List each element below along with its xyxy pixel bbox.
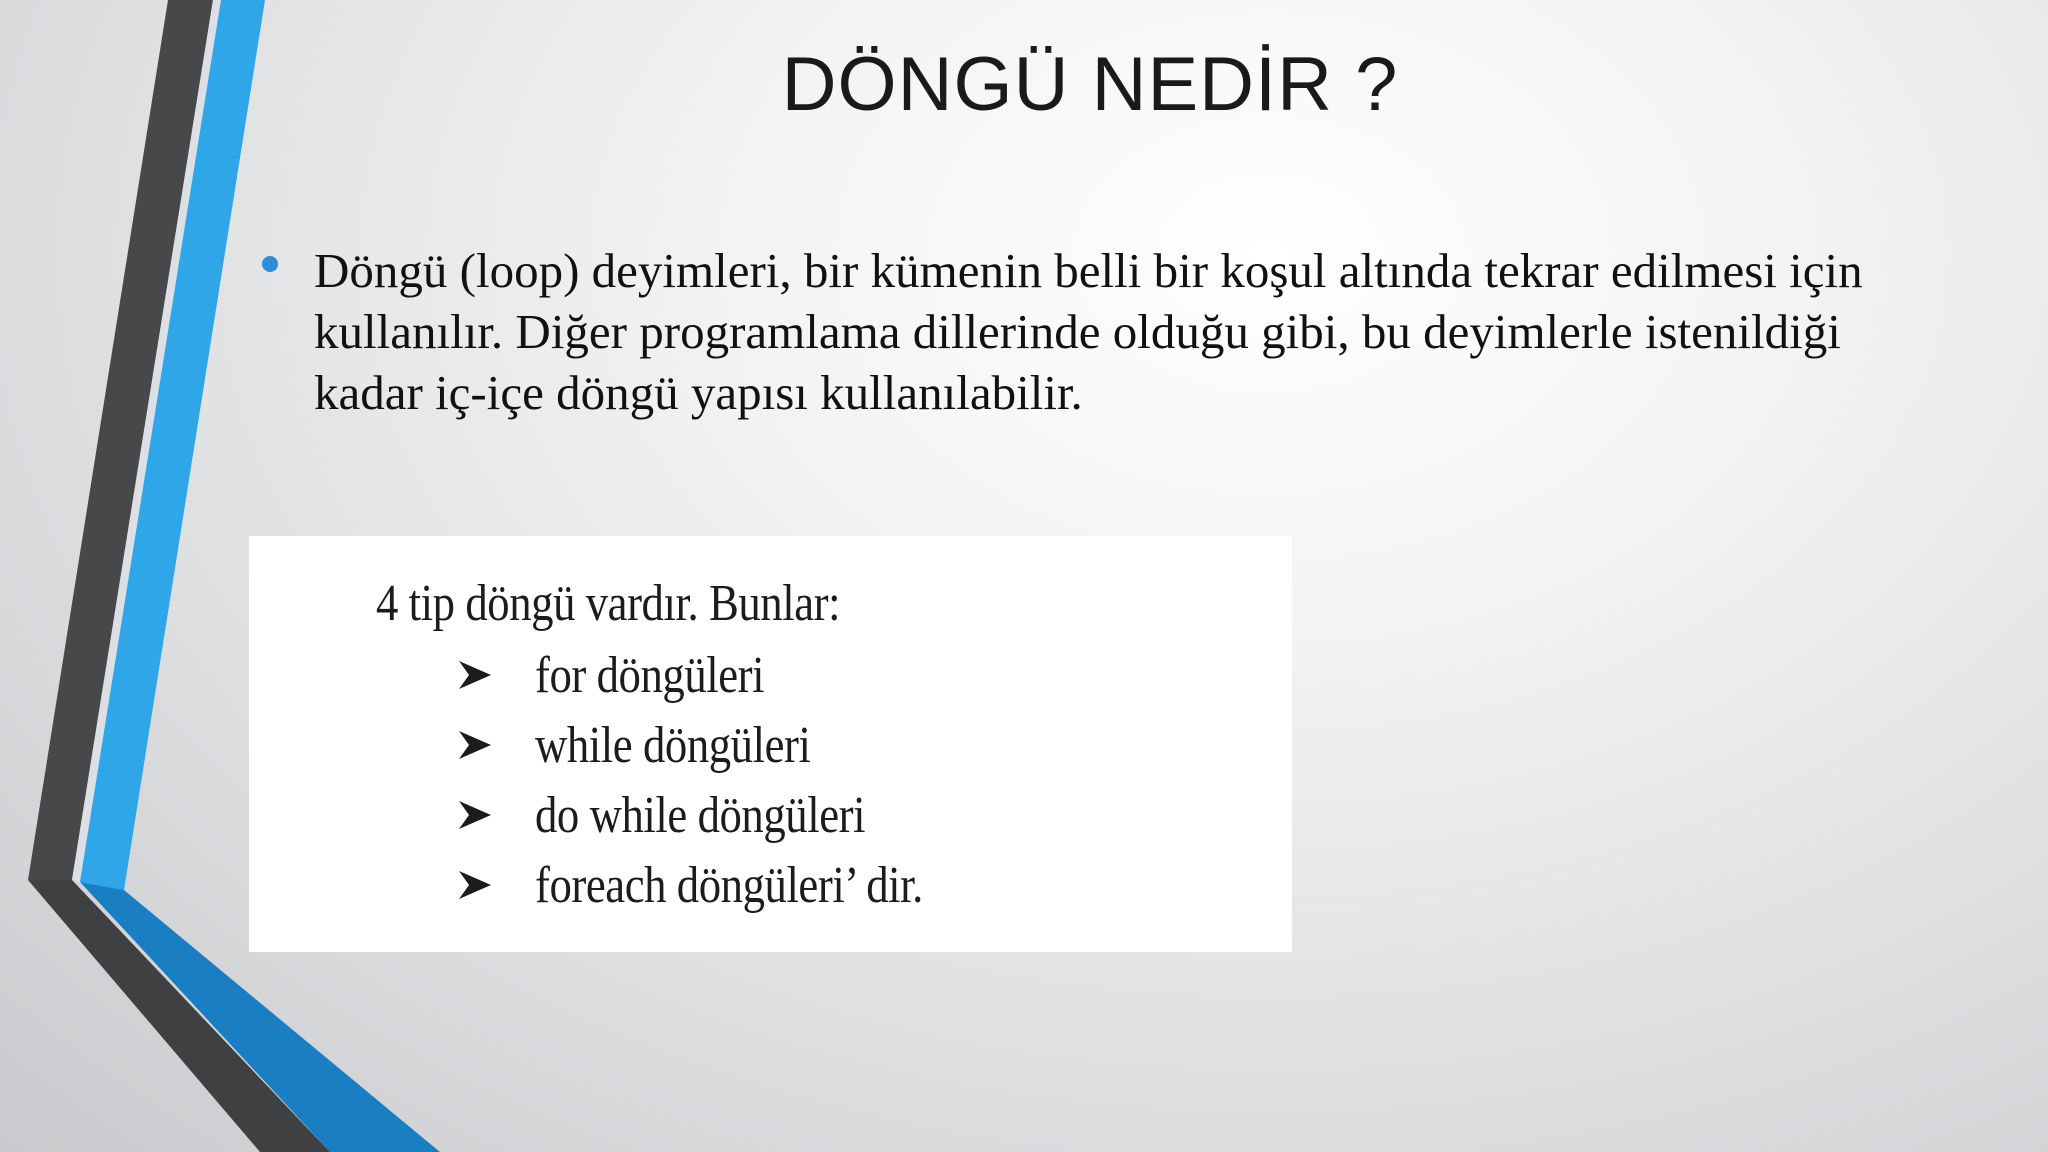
list-item: [455, 640, 986, 710]
list-item-label: do while döngüleri: [535, 786, 866, 844]
arrow-bullet-icon: [455, 725, 495, 765]
arrow-bullet-icon: [455, 795, 495, 835]
list-item: [455, 780, 986, 850]
list-item: [455, 710, 986, 780]
arrow-bullet-icon: [455, 655, 495, 695]
bullet-text: Döngü (loop) deyimleri, bir kümenin belli bir koşul altında tekrar edilmesi için kullanılır. Diğer programlama dillerinde olduğu gibi, bu deyimlerle istenildiği kadar iç-içe döngü yapısı kullanılabilir.: [314, 243, 1863, 420]
arrow-bullet-icon: [455, 865, 495, 905]
embedded-image: [249, 536, 1292, 952]
list-item: [455, 850, 986, 920]
slide-title: DÖNGÜ NEDİR ?: [781, 42, 1399, 127]
bullet-list-item: [262, 240, 1902, 423]
list-item-label: while döngüleri: [535, 716, 811, 774]
decor-light-gap: [72, 0, 221, 882]
image-heading: 4 tip döngü vardır. Bunlar:: [376, 575, 841, 632]
list-item-label: for döngüleri: [535, 646, 765, 704]
bullet-dot-icon: [262, 256, 278, 272]
list-item-label: foreach döngüleri’ dir.: [535, 856, 923, 914]
image-loop-list: [455, 640, 986, 920]
